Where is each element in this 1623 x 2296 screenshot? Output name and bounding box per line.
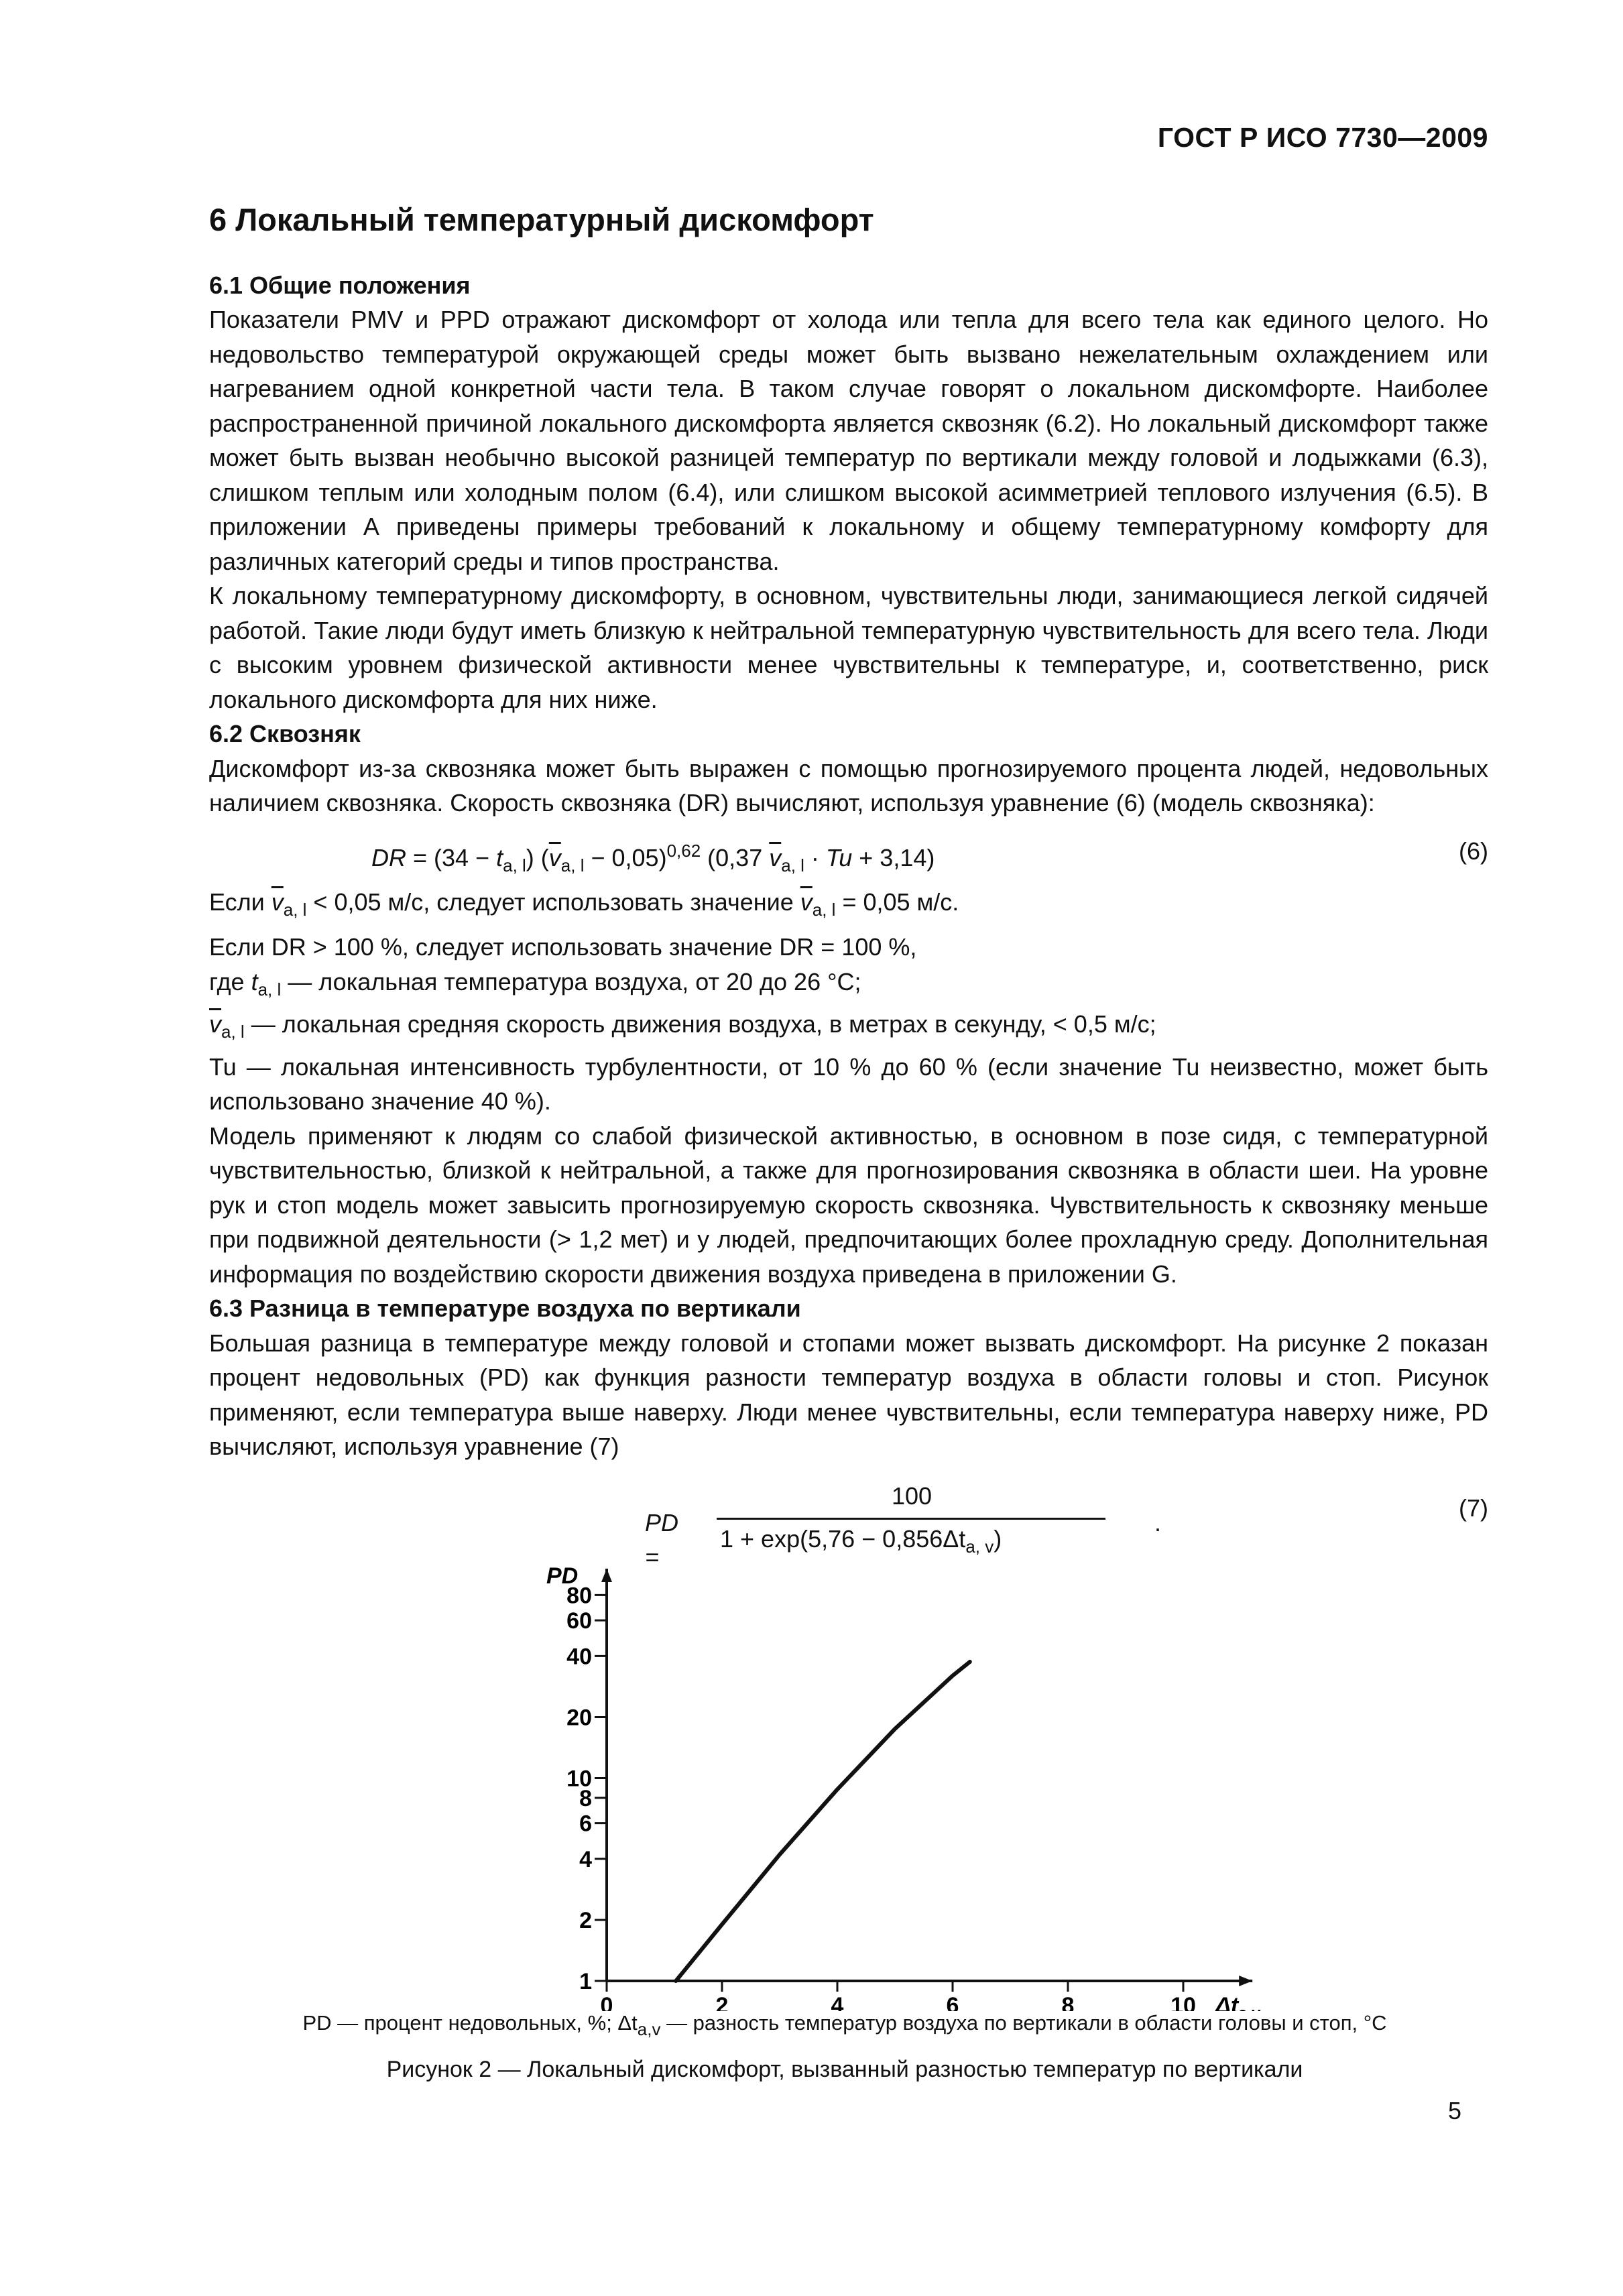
pd-curve	[676, 1662, 970, 1981]
figure-caption: Рисунок 2 — Локальный дискомфорт, вызванный разностью температур по вертикали	[386, 2057, 1303, 2082]
fraction-bar	[717, 1518, 1105, 1520]
x-tick-label: 8	[1061, 1993, 1075, 2011]
y-tick-label: 8	[579, 1785, 592, 1811]
x-tick-label: 6	[946, 1993, 959, 2011]
equation-6-formula: DR = $(34 - t_{a, l})$ $(\overline{v}_{a, l} - 0,05)^{0,62}$ (0,37 $\overline{v}_{a, l} \cdot Tu + 3,14$)	[371, 840, 935, 875]
paragraph-6-1-1: Показатели PMV и PPD отражают дискомфорт от холода или тепла для всего тела как единого целого. Но недовольство температурой окружающей среды может быть вызвано нежелательным охлаждением или нагреванием одной конкретной части тела. В таком случае говорят о локальном дискомфорте. Наиболее распространенной причиной локального дискомфорта является сквозняк (6.2). Но локальный дискомфорт также может быть вызван необычно высокой разницей температур по вертикали между головой и лодыжками (6.3), слишком теплым или холодным полом (6.4), или слишком высокой асимметрией теплового излучения (6.5). В приложении А приведены примеры требований к локальному и общему температурному комфорту для различных категорий среды и типов пространства.	[209, 306, 1488, 575]
definition-v: $\overline{v}_{a, l}$ — локальная средняя скорость движения воздуха, в метрах в секунду, < 0,5 м/с;	[209, 1010, 1156, 1042]
paragraph-6-2-1: Дискомфорт из-за сквозняка может быть выражен с помощью прогнозируемого процента людей, недовольных наличием сквозняка. Скорость сквозняка (DR) вычисляют, используя уравнение (6) (модель сквозняка):	[209, 754, 1488, 817]
definition-t: где $t_{a, l}$ — локальная температура воздуха, от 20 до 26 °С;	[209, 967, 861, 1000]
y-tick-label: 2	[579, 1907, 592, 1933]
paragraph-6-3-1: Большая разница в температуре между головой и стопами может вызвать дискомфорт. На рисунке 2 показан процент недовольных (PD) как функция разности температур воздуха в области головы и стоп. Рисунок применяют, если температура выше наверху. Люди менее чувствительны, если температура наверху ниже, PD вычисляют, используя уравнение (7)	[209, 1329, 1488, 1460]
where-word: где	[209, 967, 245, 995]
definition-t-text: — локальная температура воздуха, от 20 до 26 °С;	[281, 967, 861, 995]
paragraph-6-2-2: Модель применяют к людям со слабой физической активностью, в основном в позе сидя, с температурной чувствительностью, близкой к нейтральной, а также для прогнозирования сквозняка в области шеи. На уровне рук и стоп модель может завысить прогнозируемую скорость сквозняка. Чувствительность к сквозняку меньше при подвижной деятельности (> 1,2 мет) и у людей, предпочитающих более прохладную среду. Дополнительная информация по воздействию скорости движения воздуха приведена в приложении G.	[209, 1122, 1488, 1288]
figure-legend	[201, 2011, 1488, 2040]
chart-svg	[530, 1542, 1294, 2011]
equation-7-numerator: 100	[892, 1482, 933, 1510]
x-tick-label: 2	[715, 1993, 729, 2011]
x-tick-label: 4	[831, 1993, 844, 2011]
page-content	[209, 194, 1488, 1571]
condition-text-c: = 0,05 м/с.	[835, 888, 959, 916]
subsection-heading-6-3: 6.3 Разница в температуре воздуха по вертикали	[209, 1294, 801, 1322]
section-title: 6 Локальный температурный дискомфорт	[209, 202, 874, 237]
document-id-header: ГОСТ Р ИСО 7730—2009	[1157, 122, 1488, 153]
legend-text: PD — процент недовольных, %; Δt	[302, 2011, 638, 2035]
denominator-subscript: a, v	[965, 1536, 994, 1557]
equation-7-number: (7)	[1459, 1494, 1488, 1522]
definition-tu: Tu — локальная интенсивность турбулентности, от 10 % до 60 % (если значение Tu неизвестно, может быть использовано значение 40 %).	[209, 1052, 1488, 1115]
x-tick-label: 0	[600, 1993, 613, 2011]
y-tick-label: 60	[566, 1608, 592, 1634]
condition-text-b: < 0,05 м/с, следует использовать значение	[306, 888, 800, 916]
heading-text: 6.1 Общие положения	[209, 271, 471, 299]
equation-7-lhs: PD =	[645, 1508, 679, 1571]
condition-text-a: Если	[209, 888, 272, 916]
subsection-heading-6-2: 6.2 Сквозняк	[209, 720, 361, 747]
y-tick-label: 80	[566, 1583, 592, 1609]
denominator-text: 1 + exp(5,76 − 0,856Δt	[720, 1524, 966, 1553]
subsection-heading-6-1	[209, 268, 1488, 303]
x-axis-label: Δt	[1215, 1993, 1239, 2011]
y-tick-label: 10	[566, 1766, 592, 1792]
legend-subscript: a,v	[637, 2019, 661, 2039]
denominator-close: )	[994, 1524, 1002, 1553]
equation-6-number: (6)	[1459, 837, 1488, 865]
y-tick-label: 40	[566, 1644, 592, 1670]
y-axis-arrow	[601, 1569, 612, 1582]
paragraph-6-1-2: К локальному температурному дискомфорту, в основном, чувствительны люди, занимающиеся легкой сидячей работой. Такие люди будут иметь близкую к нейтральной температурную чувствительность для всего тела. Люди с высоким уровнем физической активности менее чувствительны к температуре, и, соответственно, риск локального дискомфорта для них ниже.	[209, 582, 1488, 713]
equation-7-dot: .	[1154, 1508, 1162, 1536]
y-tick-label: 20	[566, 1705, 592, 1731]
condition-dr: Если DR > 100 %, следует использовать значение DR = 100 %,	[209, 933, 917, 961]
condition-velocity: Если $\overline{v}_{a, l} < 0,05$ м/с, следует использовать значение $\overline{v}_{a, l} = 0,05$ м/с.	[209, 888, 959, 920]
x-tick-label: 10	[1170, 1993, 1196, 2011]
y-axis-label: PD	[546, 1563, 579, 1589]
legend-rest: — разность температур воздуха по вертикали в области головы и стоп, °С	[660, 2011, 1387, 2035]
definition-v-text: — локальная средняя скорость движения воздуха, в метрах в секунду, < 0,5 м/с;	[244, 1010, 1156, 1038]
equation-6	[209, 834, 1488, 878]
y-tick-label: 1	[579, 1969, 592, 1994]
x-axis-arrow	[1239, 1976, 1252, 1986]
page-number: 5	[1448, 2097, 1462, 2124]
figure-2-chart	[530, 1542, 1294, 2011]
y-tick-label: 4	[579, 1846, 592, 1872]
y-tick-label: 6	[579, 1811, 592, 1837]
